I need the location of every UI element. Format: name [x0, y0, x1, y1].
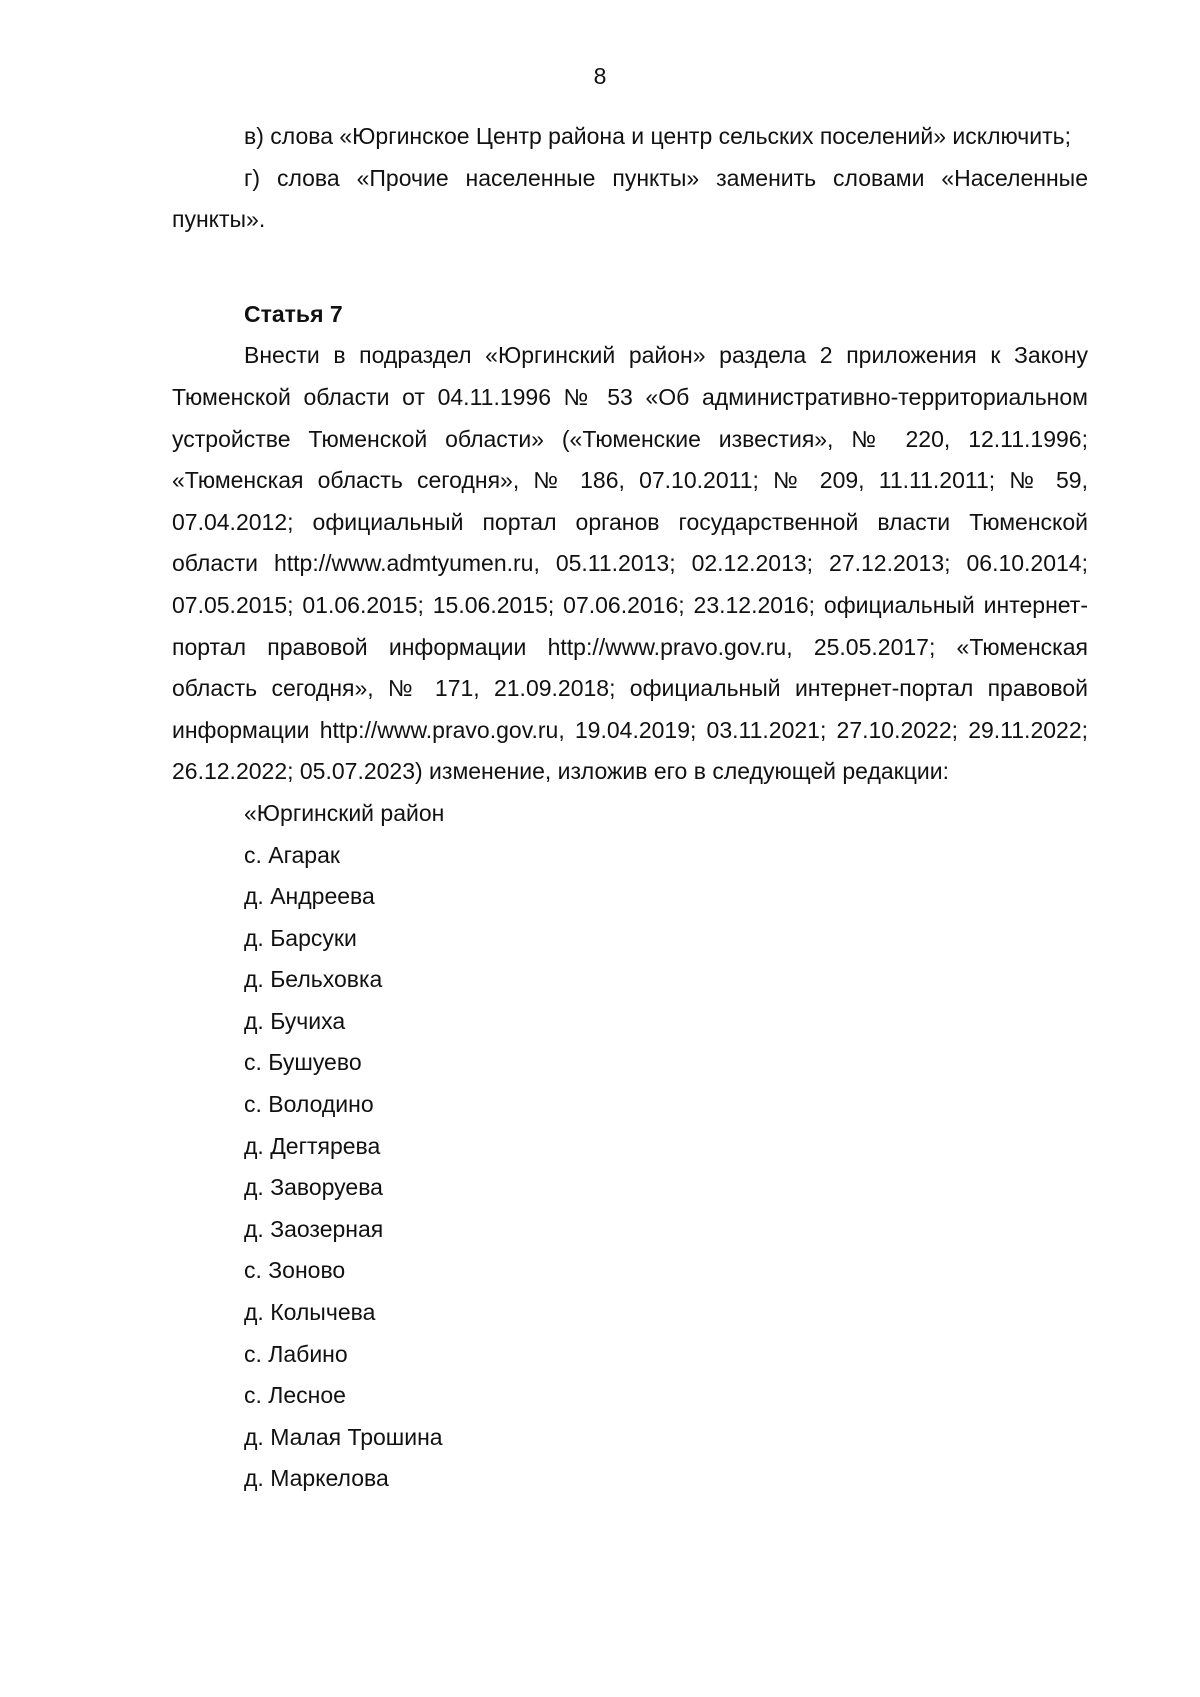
list-item: д. Бучиха [244, 1007, 346, 1034]
list-item: д. Барсуки [244, 924, 357, 951]
list-item: с. Зоново [244, 1257, 346, 1284]
article-heading: Статья 7 [244, 300, 343, 327]
list-item: д. Малая Трошина [244, 1423, 443, 1450]
list-item: д. Колычева [244, 1299, 376, 1326]
list-item: с. Лесное [244, 1382, 346, 1409]
list-title: «Юргинский район [244, 799, 445, 826]
list-item: д. Маркелова [244, 1465, 389, 1492]
page-number: 8 [593, 63, 607, 89]
list-item: д. Заворуева [244, 1174, 383, 1201]
list-item: с. Бушуево [244, 1049, 362, 1076]
settlement-list [172, 793, 1088, 1500]
list-item: с. Володино [244, 1091, 374, 1118]
paragraph-v: в) слова «Юргинское Центр района и центр сельских поселений» исключить; [244, 123, 1071, 149]
list-item: д. Бельховка [244, 966, 383, 993]
list-item: д. Андреева [244, 883, 375, 910]
article-body: Внести в подраздел «Юргинский район» раздела 2 приложения к Закону Тюменской области от 04.11.1996 № 53 «Об административно-территориальном устройстве Тюменской области» («Тюменские известия», № 220, 12.11.1996; «Тюменская область сегодня», № 186, 07.10.2011; № 209, 11.11.2011; № 59, 07.04.2012; официальный портал органов государственной власти Тюменской области http://www.admtyumen.ru, 05.11.2013; 02.12.2013; 27.12.2013; 06.10.2014; 07.05.2015; 01.06.2015; 15.06.2015; 07.06.2016; 23.12.2016; официальный интернет-портал правовой информации http://www.pravo.gov.ru, 25.05.2017; «Тюменская область сегодня», № 171, 21.09.2018; официальный интернет-портал правовой информации http://www.pravo.gov.ru, 19.04.2019; 03.11.2021; 27.10.2022; 29.11.2022; 26.12.2022; 05.07.2023) изменение, изложив его в следующей редакции: [172, 342, 1088, 785]
list-item: д. Дегтярева [244, 1132, 381, 1159]
list-item: с. Агарак [244, 841, 340, 868]
list-item: с. Лабино [244, 1340, 348, 1367]
document-body [172, 116, 1088, 1500]
paragraph-g: г) слова «Прочие населенные пункты» заменить словами «Населенные пункты». [172, 164, 1088, 233]
list-item: д. Заозерная [244, 1215, 384, 1242]
